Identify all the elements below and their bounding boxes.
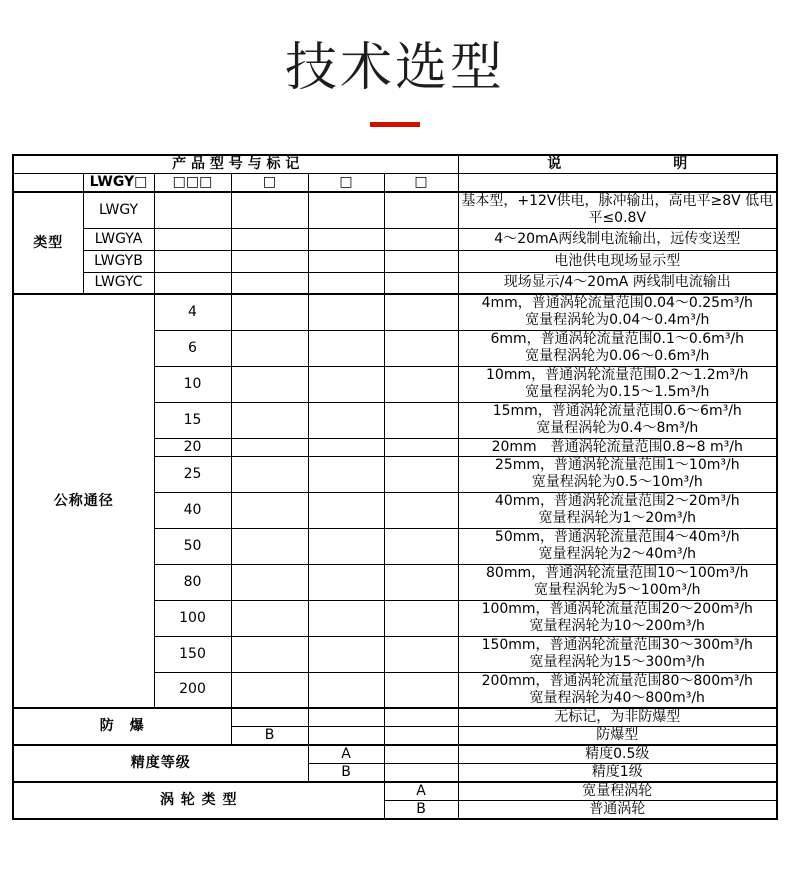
diameter-desc-cell xyxy=(458,330,777,366)
accuracy-desc-cell: 精度1级 xyxy=(458,764,777,783)
empty-cell xyxy=(231,528,308,564)
empty-cell xyxy=(308,727,384,746)
accuracy-code-cell: A xyxy=(308,745,384,764)
empty-cell xyxy=(384,294,458,330)
flow-range-line: 15mm，普通涡轮流量范围0.6～6m³/h xyxy=(492,403,742,420)
empty-cell xyxy=(308,366,384,402)
empty-cell xyxy=(384,250,458,272)
empty-cell xyxy=(384,192,458,228)
diameter-size-cell: 6 xyxy=(154,330,231,366)
table-row xyxy=(13,174,777,193)
model-code-cell: LWGYB xyxy=(83,250,154,272)
explosion-desc-cell: 防爆型 xyxy=(458,727,777,746)
wide-range-line: 宽量程涡轮为0.06～0.6m³/h xyxy=(525,348,710,365)
wide-range-line: 宽量程涡轮为0.15～1.5m³/h xyxy=(525,384,710,401)
model-desc-cell: 4～20mA两线制电流输出，远传变送型 xyxy=(458,228,777,250)
flow-range-line: 200mm，普通涡轮流量范围80～800m³/h xyxy=(481,672,753,689)
empty-cell xyxy=(384,366,458,402)
empty-cell xyxy=(308,402,384,438)
model-desc-cell: 基本型，+12V供电，脉冲输出，高电平≥8V 低电平≤0.8V xyxy=(458,192,777,228)
empty-cell xyxy=(13,174,83,193)
empty-cell xyxy=(231,492,308,528)
empty-cell xyxy=(308,672,384,708)
diameter-size-cell: 150 xyxy=(154,636,231,672)
empty-cell xyxy=(384,636,458,672)
table-row xyxy=(13,272,777,294)
empty-cell xyxy=(231,438,308,456)
empty-cell xyxy=(308,228,384,250)
diameter-size-cell: 10 xyxy=(154,366,231,402)
empty-cell xyxy=(154,272,231,294)
diameter-size-cell: 40 xyxy=(154,492,231,528)
empty-cell xyxy=(384,456,458,492)
empty-cell xyxy=(154,192,231,228)
code-box-cell: □ xyxy=(308,174,384,193)
diameter-desc-cell xyxy=(458,528,777,564)
flow-range-line: 10mm，普通涡轮流量范围0.2～1.2m³/h xyxy=(486,367,749,384)
accuracy-section-label: 精度等级 xyxy=(13,745,308,782)
wide-range-line: 宽量程涡轮为5～100m³/h xyxy=(534,582,701,599)
diameter-desc-cell xyxy=(458,438,777,456)
table-row xyxy=(13,708,777,727)
diameter-size-cell: 100 xyxy=(154,600,231,636)
empty-cell xyxy=(231,228,308,250)
diameter-desc-cell xyxy=(458,672,777,708)
flow-range-line: 25mm，普通涡轮流量范围1～10m³/h xyxy=(494,457,740,474)
empty-cell xyxy=(308,192,384,228)
diameter-size-cell: 50 xyxy=(154,528,231,564)
model-code-cell: LWGYA xyxy=(83,228,154,250)
spec-table xyxy=(12,154,778,820)
empty-cell xyxy=(154,250,231,272)
code-box-cell: □ xyxy=(384,174,458,193)
turbine-desc-cell: 普通涡轮 xyxy=(458,801,777,820)
turbine-code-cell: A xyxy=(384,782,458,801)
model-desc-cell: 现场显示/4～20mA 两线制电流输出 xyxy=(458,272,777,294)
flow-range-line: 20mm 普通涡轮流量范围0.8~8 m³/h xyxy=(491,438,743,455)
wide-range-line: 宽量程涡轮为0.04～0.4m³/h xyxy=(525,312,710,329)
accuracy-desc-cell: 精度0.5级 xyxy=(458,745,777,764)
table-row xyxy=(13,745,777,764)
empty-cell xyxy=(384,272,458,294)
table-row xyxy=(13,228,777,250)
explosion-desc-cell: 无标记，为非防爆型 xyxy=(458,708,777,727)
explosion-code-cell: B xyxy=(231,727,308,746)
diameter-section-label: 公称通径 xyxy=(13,294,154,708)
diameter-desc-cell xyxy=(458,456,777,492)
empty-cell xyxy=(308,330,384,366)
empty-cell xyxy=(308,438,384,456)
model-header-cell: 产 品 型 号 与 标 记 xyxy=(13,155,458,174)
diameter-desc-cell xyxy=(458,492,777,528)
wide-range-line: 宽量程涡轮为1～20m³/h xyxy=(538,510,697,527)
wide-range-line: 宽量程涡轮为2～40m³/h xyxy=(538,546,697,563)
explosion-section-label: 防 爆 xyxy=(13,708,231,745)
empty-cell xyxy=(231,564,308,600)
model-desc-cell: 电池供电现场显示型 xyxy=(458,250,777,272)
empty-cell xyxy=(384,402,458,438)
empty-cell xyxy=(308,564,384,600)
empty-cell xyxy=(384,228,458,250)
diameter-size-cell: 15 xyxy=(154,402,231,438)
empty-cell xyxy=(384,672,458,708)
flow-range-line: 4mm，普通涡轮流量范围0.04～0.25m³/h xyxy=(481,295,753,312)
diameter-size-cell: 25 xyxy=(154,456,231,492)
diameter-desc-cell xyxy=(458,294,777,330)
flow-range-line: 40mm，普通涡轮流量范围2～20m³/h xyxy=(494,493,740,510)
empty-cell xyxy=(308,492,384,528)
wide-range-line: 宽量程涡轮为0.4～8m³/h xyxy=(536,420,699,437)
empty-cell xyxy=(231,636,308,672)
wide-range-line: 宽量程涡轮为15～300m³/h xyxy=(529,654,705,671)
diameter-desc-cell xyxy=(458,564,777,600)
turbine-desc-cell: 宽量程涡轮 xyxy=(458,782,777,801)
diameter-desc-cell xyxy=(458,600,777,636)
flow-range-line: 80mm，普通涡轮流量范围10～100m³/h xyxy=(486,565,749,582)
empty-cell xyxy=(384,528,458,564)
empty-cell xyxy=(384,745,458,764)
desc-header-cell: 说 明 xyxy=(458,155,777,174)
empty-cell xyxy=(231,294,308,330)
flow-range-line: 6mm，普通涡轮流量范围0.1～0.6m³/h xyxy=(490,331,745,348)
diameter-size-cell: 80 xyxy=(154,564,231,600)
empty-cell xyxy=(308,456,384,492)
empty-cell xyxy=(154,228,231,250)
title-underline xyxy=(370,122,420,127)
diameter-desc-cell xyxy=(458,366,777,402)
wide-range-line: 宽量程涡轮为40～800m³/h xyxy=(529,689,705,706)
flow-range-line: 100mm，普通涡轮流量范围20～200m³/h xyxy=(481,601,753,618)
empty-cell xyxy=(308,528,384,564)
empty-cell xyxy=(231,330,308,366)
empty-cell xyxy=(384,564,458,600)
empty-cell xyxy=(231,366,308,402)
empty-cell xyxy=(308,708,384,727)
diameter-size-cell: 200 xyxy=(154,672,231,708)
empty-cell xyxy=(231,672,308,708)
empty-cell xyxy=(308,636,384,672)
table-row xyxy=(13,192,777,228)
model-code-cell: LWGYC xyxy=(83,272,154,294)
code-boxes-cell: □□□ xyxy=(154,174,231,193)
empty-cell xyxy=(231,250,308,272)
explosion-code-cell xyxy=(231,708,308,727)
flow-range-line: 150mm，普通涡轮流量范围30～300m³/h xyxy=(481,637,753,654)
code-box-cell: □ xyxy=(231,174,308,193)
empty-cell xyxy=(384,600,458,636)
empty-cell xyxy=(384,727,458,746)
empty-cell xyxy=(231,456,308,492)
diameter-size-cell: 4 xyxy=(154,294,231,330)
table-row xyxy=(13,782,777,801)
empty-cell xyxy=(384,492,458,528)
empty-cell xyxy=(231,402,308,438)
empty-cell xyxy=(308,250,384,272)
empty-cell xyxy=(384,764,458,783)
empty-cell xyxy=(384,708,458,727)
table-row xyxy=(13,250,777,272)
empty-cell xyxy=(231,272,308,294)
turbine-section-label: 涡 轮 类 型 xyxy=(13,782,384,819)
empty-cell xyxy=(308,600,384,636)
empty-cell xyxy=(308,294,384,330)
empty-cell xyxy=(231,192,308,228)
table-row xyxy=(13,294,777,330)
empty-cell xyxy=(384,438,458,456)
turbine-code-cell: B xyxy=(384,801,458,820)
accuracy-code-cell: B xyxy=(308,764,384,783)
code-prefix-cell: LWGY□ xyxy=(83,174,154,193)
table-row xyxy=(13,155,777,174)
empty-cell xyxy=(308,272,384,294)
flow-range-line: 50mm，普通涡轮流量范围4～40m³/h xyxy=(494,529,740,546)
model-code-cell: LWGY xyxy=(83,192,154,228)
page-title: 技术选型 xyxy=(284,38,505,98)
wide-range-line: 宽量程涡轮为0.5～10m³/h xyxy=(531,474,703,491)
diameter-size-cell: 20 xyxy=(154,438,231,456)
type-section-label: 类型 xyxy=(13,192,83,294)
empty-cell xyxy=(458,174,777,193)
empty-cell xyxy=(384,330,458,366)
diameter-desc-cell xyxy=(458,636,777,672)
wide-range-line: 宽量程涡轮为10～200m³/h xyxy=(529,618,705,635)
empty-cell xyxy=(231,600,308,636)
diameter-desc-cell xyxy=(458,402,777,438)
